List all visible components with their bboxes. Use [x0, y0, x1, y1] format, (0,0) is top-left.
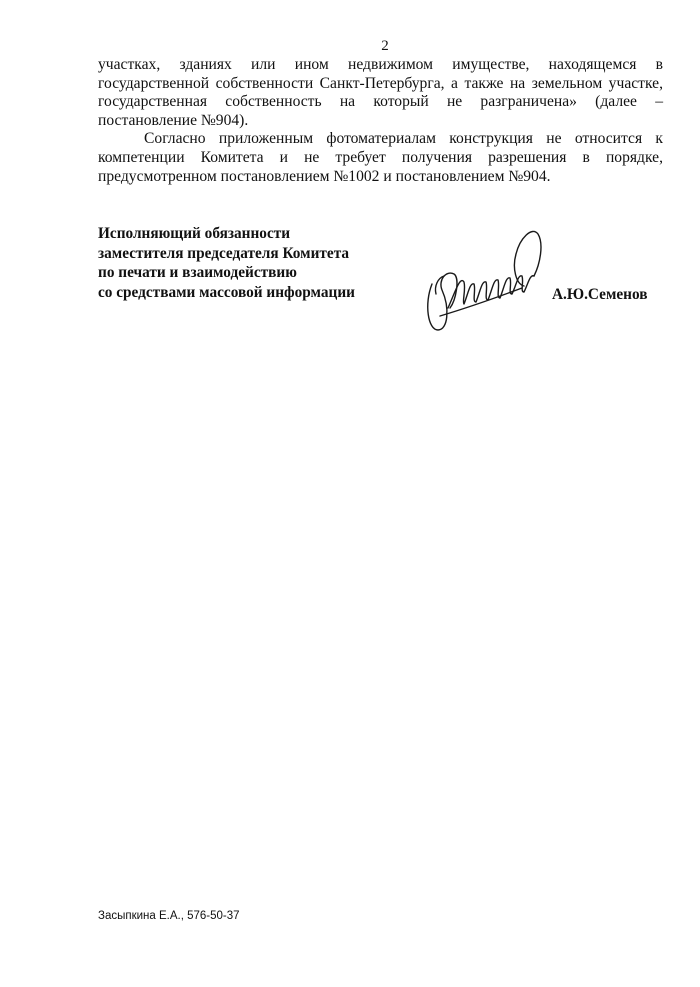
letter-body	[98, 56, 663, 186]
executor-contact: Засыпкина Е.А., 576-50-37	[98, 910, 240, 922]
position-line-1: Исполняющий обязанности	[98, 225, 291, 242]
position-line-4: со средствами массовой информации	[98, 283, 355, 301]
page-number: 2	[381, 38, 389, 54]
position-line-3: по печати и взаимодействию	[98, 264, 297, 282]
body-paragraph-1: участках, зданиях или ином недвижимом имуществе, находящемся в государственной собственности Санкт-Петербурга, а также на земельном участке, государственная собственность на который не разграничена» (далее – постановление №904).	[98, 56, 663, 129]
body-paragraph-2: Согласно приложенным фотоматериалам конструкция не относится к компетенции Комитета и не требует получения разрешения в порядке, предусмотренном постановлением №1002 и постановлением №904.	[98, 130, 663, 185]
signer-name: А.Ю.Семенов	[552, 286, 648, 303]
position-line-2: заместителя председателя Комитета	[98, 244, 350, 262]
handwritten-signature	[420, 224, 550, 336]
signatory-position	[98, 224, 355, 302]
